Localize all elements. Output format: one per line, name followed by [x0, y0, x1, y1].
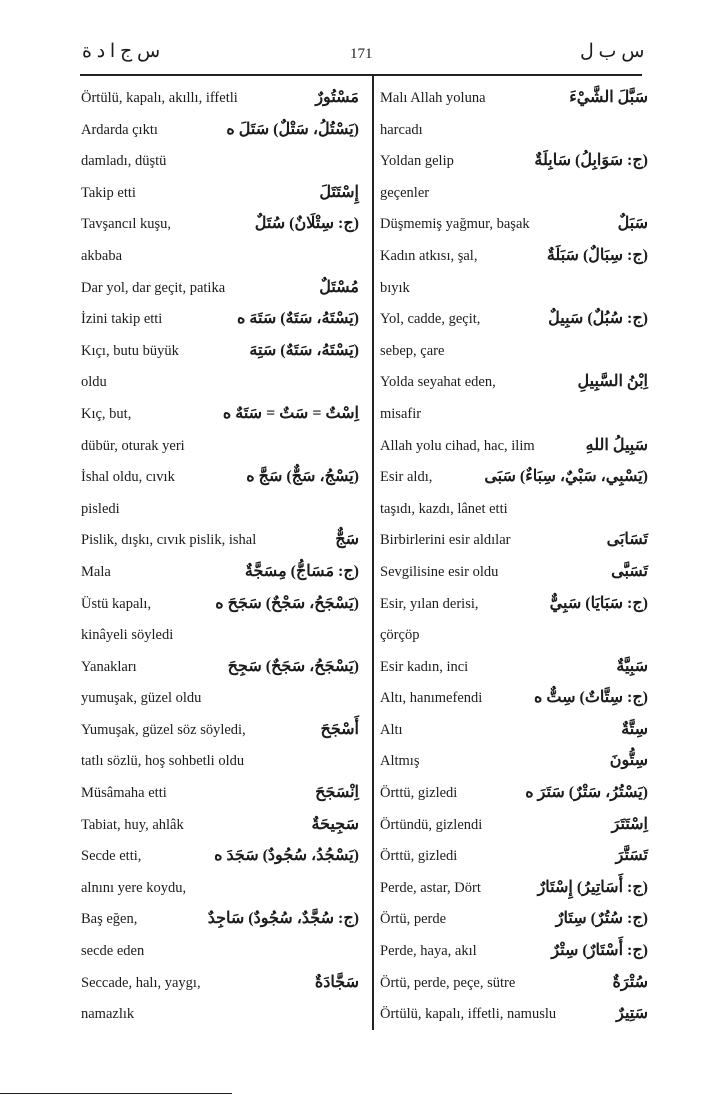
dictionary-entry [81, 716, 359, 748]
right-column [380, 84, 648, 1032]
dictionary-entry [81, 337, 359, 369]
turkish-meaning: Dar yol, dar geçit, patika [81, 279, 226, 296]
turkish-meaning: harcadı [380, 121, 423, 138]
turkish-meaning: yumuşak, güzel oldu [81, 690, 202, 707]
dictionary-entry [380, 905, 648, 937]
turkish-meaning: Birbirlerini esir aldılar [380, 532, 511, 549]
turkish-meaning: Malı Allah yoluna [380, 90, 486, 106]
left-column [81, 84, 359, 1032]
dictionary-entry [81, 368, 359, 400]
turkish-meaning: Mala [81, 563, 111, 580]
arabic-headword: (يَسْتَهُ، سَتَهٌ) سَتِهَ [249, 341, 359, 359]
arabic-headword: (ج: سُبُلٌ) سَبِيلٌ [548, 310, 648, 328]
arabic-headword: سِتُّونَ [609, 752, 648, 770]
dictionary-entry [380, 116, 648, 148]
dictionary-entry [380, 779, 648, 811]
turkish-meaning: damladı, düştü [81, 153, 167, 170]
turkish-meaning: Örtülü, kapalı, akıllı, iffetli [81, 90, 238, 106]
page-number: 171 [350, 46, 373, 62]
arabic-headword: (ج: مَسَاجُّ) مِسَجَّةٌ [244, 562, 359, 580]
dictionary-entry [81, 432, 359, 464]
turkish-meaning: çörçöp [380, 627, 420, 644]
dictionary-entry [380, 969, 648, 1001]
dictionary-entry [81, 905, 359, 937]
dictionary-entry [380, 621, 648, 653]
dictionary-entry [81, 463, 359, 495]
arabic-headword: سَبَّلَ الشَّيْءَ [569, 89, 648, 106]
running-header-right: س ب ل [580, 41, 645, 62]
dictionary-entry [380, 526, 648, 558]
turkish-meaning: Perde, astar, Dört [380, 879, 481, 896]
turkish-meaning: geçenler [380, 184, 430, 201]
arabic-headword: سَبِيَّةٌ [616, 657, 648, 675]
turkish-meaning: sebep, çare [380, 342, 445, 359]
arabic-headword: اِسْتٌ = سَتٌ = سَتَهٌ ه [222, 404, 359, 422]
arabic-headword: سَتِيرٌ [616, 1005, 648, 1023]
turkish-meaning: Yolda seyahat eden, [380, 374, 496, 391]
dictionary-entry [380, 495, 648, 527]
dictionary-entry [81, 842, 359, 874]
arabic-headword: (ج: سِتَّاتٌ) سِتٌّ ه [534, 689, 648, 707]
arabic-headword: تَسَابَى [606, 531, 648, 549]
turkish-meaning: Kadın atkısı, şal, [380, 247, 478, 264]
dictionary-entry [380, 337, 648, 369]
turkish-meaning: secde eden [81, 943, 145, 960]
dictionary-entry [380, 590, 648, 622]
dictionary-entry [81, 969, 359, 1001]
running-header-left: س ج ا د ة [82, 41, 161, 62]
dictionary-entry [380, 463, 648, 495]
dictionary-entry [380, 747, 648, 779]
turkish-meaning: Altmış [380, 753, 420, 770]
turkish-meaning: Tavşancıl kuşu, [81, 216, 171, 233]
turkish-meaning: Örtü, perde, peçe, sütre [380, 974, 516, 991]
arabic-headword: إِسْتَتَلَ [319, 183, 359, 201]
turkish-meaning: pisledi [81, 500, 120, 517]
arabic-headword: اِبْنُ السَّبِيلِ [577, 373, 648, 391]
turkish-meaning: misafir [380, 405, 422, 422]
turkish-meaning: Ardarda çıktı [81, 121, 158, 138]
turkish-meaning: Örttü, gizledi [380, 785, 458, 802]
dictionary-entry [81, 1000, 359, 1032]
turkish-meaning: Takip etti [81, 184, 136, 201]
dictionary-entry [380, 305, 648, 337]
dictionary-entry [380, 716, 648, 748]
turkish-meaning: Seccade, halı, yaygı, [81, 974, 201, 991]
dictionary-entry [81, 590, 359, 622]
arabic-headword: سَبَلٌ [617, 215, 648, 233]
arabic-headword: (يَسْجَحُ، سَجَحٌ) سَجِحَ [227, 657, 359, 675]
arabic-headword: (يَسْتُلُ، سَتْلٌ) سَتَلَ ه [226, 120, 359, 138]
arabic-headword: اِسْتَتَرَ [611, 815, 648, 833]
dictionary-entry [81, 874, 359, 906]
turkish-meaning: Perde, haya, akıl [380, 943, 477, 960]
turkish-meaning: Esir aldı, [380, 469, 433, 486]
arabic-headword: (يَسْجُدُ، سُجُودٌ) سَجَدَ ه [214, 847, 359, 865]
arabic-headword: سَجٌّ [335, 531, 359, 549]
dictionary-entry [380, 811, 648, 843]
turkish-meaning: Kıç, but, [81, 405, 132, 422]
dictionary-entry [81, 84, 359, 116]
footnote-rule [0, 1093, 232, 1094]
dictionary-entry [81, 811, 359, 843]
arabic-headword: مَسْتُورٌ [315, 89, 359, 106]
arabic-headword: (يَسْتَهُ، سَتَهٌ) سَتَهَ ه [237, 310, 359, 328]
arabic-headword: أَسْجَحَ [320, 720, 359, 738]
turkish-meaning: Müsâmaha etti [81, 785, 167, 802]
turkish-meaning: Düşmemiş yağmur, başak [380, 216, 530, 233]
dictionary-entry [380, 1000, 648, 1032]
arabic-headword: سَجَّادَةٌ [314, 973, 359, 991]
arabic-headword: (يَسْبِي، سَبْيٌ، سِبَاءٌ) سَبَى [484, 468, 648, 486]
column-divider [372, 75, 374, 1030]
arabic-headword: (ج: سِبَالٌ) سَبَلَةٌ [546, 246, 648, 264]
dictionary-entry [81, 747, 359, 779]
turkish-meaning: namazlık [81, 1006, 135, 1023]
turkish-meaning: Esir, yılan derisi, [380, 595, 479, 612]
turkish-meaning: alnını yere koydu, [81, 879, 187, 896]
arabic-headword: (ج: أَسَاتِيرُ) إِسْتَارٌ [537, 878, 648, 896]
dictionary-entry [380, 210, 648, 242]
arabic-headword: (يَسْجُ، سَجٌّ) سَجَّ ه [246, 468, 359, 486]
dictionary-entry [81, 495, 359, 527]
turkish-meaning: Allah yolu cihad, hac, ilim [380, 437, 535, 454]
turkish-meaning: Kıçı, butu büyük [81, 342, 179, 359]
turkish-meaning: Tabiat, huy, ahlâk [81, 816, 184, 833]
dictionary-entry [380, 842, 648, 874]
turkish-meaning: İshal oldu, cıvık [81, 469, 175, 486]
arabic-headword: (ج: أَسْتَارٌ) سِتْرٌ [551, 942, 648, 960]
arabic-headword: (ج: سَبَايَا) سَبِيٌّ [549, 594, 648, 612]
arabic-headword: (ج: سُتُرٌ) سِتَارٌ [555, 910, 648, 928]
turkish-meaning: Esir kadın, inci [380, 658, 469, 675]
dictionary-entry [380, 400, 648, 432]
dictionary-entry [81, 779, 359, 811]
turkish-meaning: Örttü, gizledi [380, 848, 458, 865]
turkish-meaning: Altı [380, 721, 403, 738]
arabic-headword: (ج: سُجَّدٌ، سُجُودٌ) سَاجِدٌ [207, 910, 359, 928]
dictionary-entry [380, 558, 648, 590]
turkish-meaning: Üstü kapalı, [81, 595, 152, 612]
dictionary-entry [380, 684, 648, 716]
arabic-headword: (يَسْتُرُ، سَتْرٌ) سَتَرَ ه [525, 784, 648, 802]
arabic-headword: سَبِيلُ اللهِ [585, 436, 648, 454]
header-rule [80, 74, 642, 76]
dictionary-entry [380, 432, 648, 464]
dictionary-entry [380, 147, 648, 179]
arabic-headword: (ج: سَوَابِلُ) سَابِلَةٌ [534, 152, 648, 170]
turkish-meaning: Yumuşak, güzel söz söyledi, [81, 721, 246, 738]
dictionary-entry [81, 210, 359, 242]
dictionary-entry [81, 179, 359, 211]
arabic-headword: اِنْسَجَحَ [315, 784, 359, 802]
dictionary-entry [380, 937, 648, 969]
dictionary-entry [81, 242, 359, 274]
dictionary-entry [81, 526, 359, 558]
turkish-meaning: Yanakları [81, 658, 137, 675]
arabic-headword: تَسَتَّرَ [615, 847, 648, 865]
turkish-meaning: Örtündü, gizlendi [380, 816, 483, 833]
turkish-meaning: akbaba [81, 247, 123, 264]
turkish-meaning: Pislik, dışkı, cıvık pislik, ishal [81, 532, 257, 549]
turkish-meaning: dübür, oturak yeri [81, 437, 185, 454]
dictionary-entry [81, 305, 359, 337]
turkish-meaning: Örtü, perde [380, 911, 447, 928]
dictionary-entry [81, 653, 359, 685]
turkish-meaning: Altı, hanımefendi [380, 690, 483, 707]
dictionary-entry [380, 84, 648, 116]
turkish-meaning: taşıdı, kazdı, lânet etti [380, 500, 508, 517]
arabic-headword: (يَسْجَحُ، سَجْحٌ) سَجَحَ ه [215, 594, 359, 612]
turkish-meaning: Yol, cadde, geçit, [380, 311, 481, 328]
turkish-meaning: tatlı sözlü, hoş sohbetli oldu [81, 753, 245, 770]
dictionary-entry [81, 937, 359, 969]
dictionary-entry [380, 653, 648, 685]
turkish-meaning: oldu [81, 374, 107, 391]
dictionary-entry [380, 242, 648, 274]
dictionary-entry [81, 147, 359, 179]
arabic-headword: سِتَّةٌ [621, 720, 648, 738]
turkish-meaning: Secde etti, [81, 848, 142, 865]
turkish-meaning: kinâyeli söyledi [81, 627, 174, 644]
dictionary-entry [81, 621, 359, 653]
turkish-meaning: İzini takip etti [81, 311, 163, 328]
dictionary-entry [380, 368, 648, 400]
dictionary-entry [380, 274, 648, 306]
turkish-meaning: bıyık [380, 279, 410, 296]
arabic-headword: تَسَبَّى [611, 562, 648, 580]
arabic-headword: سُتْرَةٌ [612, 973, 648, 991]
turkish-meaning: Sevgilisine esir oldu [380, 563, 499, 580]
arabic-headword: سَجِيحَةٌ [311, 815, 359, 833]
turkish-meaning: Örtülü, kapalı, iffetli, namuslu [380, 1006, 557, 1023]
turkish-meaning: Baş eğen, [81, 911, 138, 928]
dictionary-entry [81, 116, 359, 148]
dictionary-entry [380, 179, 648, 211]
dictionary-entry [81, 684, 359, 716]
dictionary-entry [81, 558, 359, 590]
arabic-headword: (ج: سِتْلَانٌ) سُتَلٌ [254, 215, 359, 233]
dictionary-entry [81, 400, 359, 432]
dictionary-entry [380, 874, 648, 906]
arabic-headword: مُسْتَلٌ [319, 278, 359, 296]
dictionary-entry [81, 274, 359, 306]
turkish-meaning: Yoldan gelip [380, 153, 454, 170]
